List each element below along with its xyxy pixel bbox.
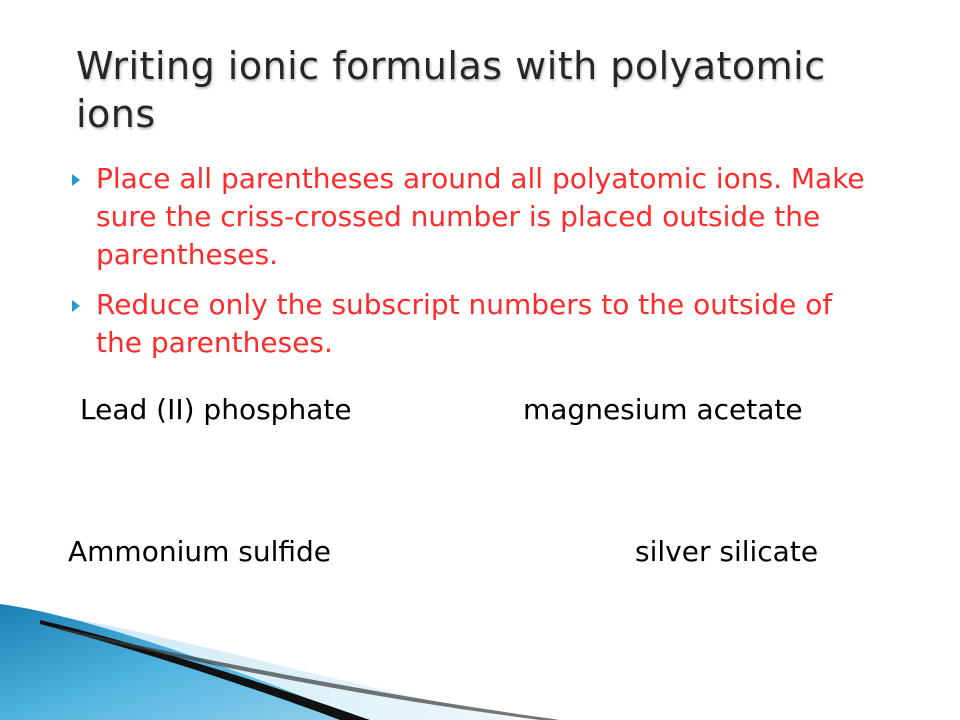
example-silver-silicate: silver silicate xyxy=(635,535,819,568)
triangle-right-icon xyxy=(72,300,80,312)
slide-title: Writing ionic formulas with polyatomic ions xyxy=(76,44,826,136)
triangle-right-icon xyxy=(72,174,80,186)
bullet-item xyxy=(66,160,866,274)
bullet-item xyxy=(66,286,866,362)
decorative-swoosh xyxy=(0,590,960,720)
bullet-list xyxy=(66,160,866,374)
example-lead-phosphate: Lead (II) phosphate xyxy=(80,393,352,426)
example-magnesium-acetate: magnesium acetate xyxy=(523,393,803,426)
example-ammonium-sulfide: Ammonium sulfide xyxy=(68,535,332,568)
bullet-text: Reduce only the subscript numbers to the outside of the parentheses. xyxy=(96,288,833,359)
bullet-text: Place all parentheses around all polyatomic ions. Make sure the criss-crossed number is placed outside the parentheses. xyxy=(96,162,865,271)
